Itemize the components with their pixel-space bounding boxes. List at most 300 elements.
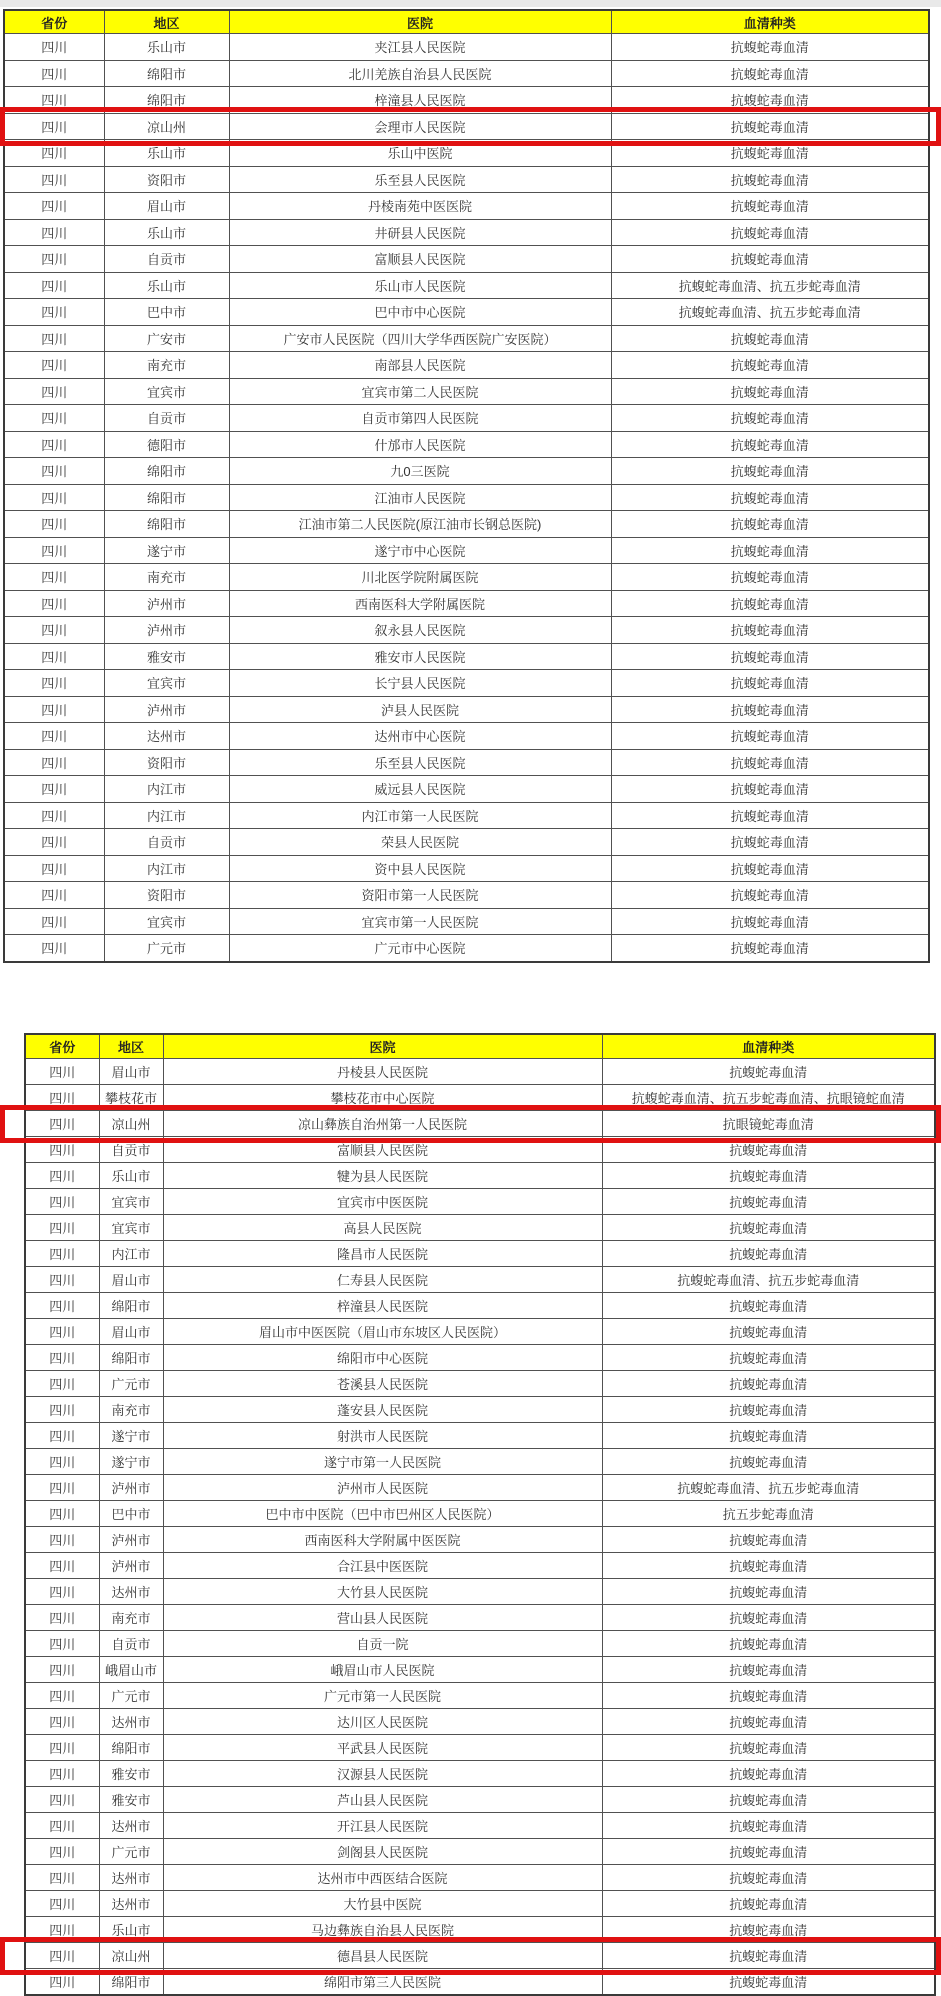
- cell-hospital: 犍为县人民医院: [163, 1163, 602, 1189]
- cell-region: 达州市: [99, 1813, 163, 1839]
- cell-hospital: 什邡市人民医院: [229, 431, 611, 458]
- table-row: [4, 484, 929, 511]
- cell-province: 四川: [25, 1813, 99, 1839]
- cell-region: 乐山市: [104, 140, 229, 167]
- cell-serum-type: 抗蝮蛇毒血清: [611, 458, 929, 485]
- cell-region: 宜宾市: [99, 1189, 163, 1215]
- cell-serum-type: 抗蝮蛇毒血清: [611, 405, 929, 432]
- cell-province: 四川: [4, 405, 104, 432]
- cell-serum-type: 抗蝮蛇毒血清: [602, 1605, 935, 1631]
- header-row: [25, 1034, 935, 1059]
- cell-hospital: 高县人民医院: [163, 1215, 602, 1241]
- table-row: [4, 617, 929, 644]
- cell-region: 资阳市: [104, 882, 229, 909]
- cell-hospital: 会理市人民医院: [229, 113, 611, 140]
- cell-serum-type: 抗蝮蛇毒血清: [602, 1553, 935, 1579]
- table-row: [25, 1969, 935, 1996]
- table-header: [4, 10, 929, 34]
- cell-region: 绵阳市: [99, 1293, 163, 1319]
- cell-province: 四川: [25, 1059, 99, 1085]
- cell-hospital: 开江县人民医院: [163, 1813, 602, 1839]
- table-body: [4, 34, 929, 962]
- cell-region: 眉山市: [99, 1319, 163, 1345]
- cell-province: 四川: [25, 1371, 99, 1397]
- cell-region: 泸州市: [99, 1527, 163, 1553]
- table-row: [4, 537, 929, 564]
- cell-region: 凉山州: [99, 1943, 163, 1969]
- table-row: [4, 60, 929, 87]
- cell-hospital: 夹江县人民医院: [229, 34, 611, 61]
- cell-serum-type: 抗蝮蛇毒血清: [602, 1865, 935, 1891]
- cell-serum-type: 抗蝮蛇毒血清: [611, 431, 929, 458]
- cell-hospital: 遂宁市中心医院: [229, 537, 611, 564]
- table-row: [25, 1267, 935, 1293]
- cell-region: 广元市: [99, 1683, 163, 1709]
- table-row: [25, 1579, 935, 1605]
- cell-hospital: 北川羌族自治县人民医院: [229, 60, 611, 87]
- table-row: [25, 1397, 935, 1423]
- cell-province: 四川: [4, 723, 104, 750]
- table-row: [4, 34, 929, 61]
- cell-region: 德阳市: [104, 431, 229, 458]
- cell-region: 自贡市: [104, 829, 229, 856]
- cell-serum-type: 抗蝮蛇毒血清: [611, 537, 929, 564]
- cell-hospital: 汉源县人民医院: [163, 1761, 602, 1787]
- table-row: [4, 564, 929, 591]
- cell-serum-type: 抗蝮蛇毒血清: [611, 113, 929, 140]
- table-row: [4, 802, 929, 829]
- cell-serum-type: 抗蝮蛇毒血清: [611, 219, 929, 246]
- cell-hospital: 大竹县人民医院: [163, 1579, 602, 1605]
- cell-hospital: 叙永县人民医院: [229, 617, 611, 644]
- cell-province: 四川: [4, 802, 104, 829]
- cell-province: 四川: [25, 1319, 99, 1345]
- cell-hospital: 荣县人民医院: [229, 829, 611, 856]
- cell-serum-type: 抗蝮蛇毒血清: [602, 1527, 935, 1553]
- table-row: [4, 749, 929, 776]
- cell-region: 巴中市: [99, 1501, 163, 1527]
- cell-region: 乐山市: [104, 34, 229, 61]
- table-row: [25, 1917, 935, 1943]
- table-row: [25, 1111, 935, 1137]
- cell-hospital: 隆昌市人民医院: [163, 1241, 602, 1267]
- table-row: [4, 246, 929, 273]
- cell-region: 眉山市: [99, 1267, 163, 1293]
- table-row: [25, 1293, 935, 1319]
- table-row: [4, 113, 929, 140]
- cell-province: 四川: [4, 272, 104, 299]
- cell-region: 绵阳市: [99, 1969, 163, 1996]
- table-row: [25, 1813, 935, 1839]
- cell-hospital: 达州市中心医院: [229, 723, 611, 750]
- table-row: [4, 431, 929, 458]
- cell-province: 四川: [4, 537, 104, 564]
- cell-region: 南充市: [104, 564, 229, 591]
- cell-region: 乐山市: [104, 272, 229, 299]
- cell-hospital: 川北医学院附属医院: [229, 564, 611, 591]
- cell-region: 泸州市: [104, 590, 229, 617]
- table-row: [25, 1449, 935, 1475]
- cell-region: 绵阳市: [104, 87, 229, 114]
- cell-serum-type: 抗蝮蛇毒血清: [602, 1891, 935, 1917]
- cell-hospital: 泸州市人民医院: [163, 1475, 602, 1501]
- cell-serum-type: 抗蝮蛇毒血清: [611, 352, 929, 379]
- cell-region: 广安市: [104, 325, 229, 352]
- cell-serum-type: 抗蝮蛇毒血清、抗五步蛇毒血清: [611, 299, 929, 326]
- cell-serum-type: 抗蝮蛇毒血清: [611, 723, 929, 750]
- cell-hospital: 广元市中心医院: [229, 935, 611, 962]
- table-row: [4, 908, 929, 935]
- cell-serum-type: 抗蝮蛇毒血清: [602, 1345, 935, 1371]
- header-row: [4, 10, 929, 34]
- cell-region: 自贡市: [99, 1631, 163, 1657]
- cell-province: 四川: [4, 511, 104, 538]
- cell-region: 南充市: [99, 1397, 163, 1423]
- cell-hospital: 营山县人民医院: [163, 1605, 602, 1631]
- cell-province: 四川: [25, 1527, 99, 1553]
- cell-region: 攀枝花市: [99, 1085, 163, 1111]
- cell-province: 四川: [25, 1735, 99, 1761]
- column-header-serum-type: 血清种类: [602, 1034, 935, 1059]
- cell-province: 四川: [4, 935, 104, 962]
- cell-serum-type: 抗蝮蛇毒血清: [602, 1579, 935, 1605]
- table-row: [25, 1501, 935, 1527]
- cell-hospital: 资阳市第一人民医院: [229, 882, 611, 909]
- cell-hospital: 芦山县人民医院: [163, 1787, 602, 1813]
- table-row: [4, 458, 929, 485]
- cell-hospital: 广安市人民医院（四川大学华西医院广安医院）: [229, 325, 611, 352]
- cell-province: 四川: [25, 1345, 99, 1371]
- cell-hospital: 丹棱县人民医院: [163, 1059, 602, 1085]
- cell-hospital: 剑阁县人民医院: [163, 1839, 602, 1865]
- cell-serum-type: 抗蝮蛇毒血清: [602, 1397, 935, 1423]
- cell-region: 泸州市: [104, 696, 229, 723]
- cell-serum-type: 抗蝮蛇毒血清、抗五步蛇毒血清: [602, 1267, 935, 1293]
- cell-serum-type: 抗蝮蛇毒血清: [611, 484, 929, 511]
- cell-region: 内江市: [99, 1241, 163, 1267]
- column-header-hospital: 医院: [229, 10, 611, 34]
- cell-hospital: 乐山市人民医院: [229, 272, 611, 299]
- cell-province: 四川: [4, 829, 104, 856]
- cell-province: 四川: [25, 1657, 99, 1683]
- cell-serum-type: 抗蝮蛇毒血清: [611, 908, 929, 935]
- table-row: [25, 1865, 935, 1891]
- cell-region: 内江市: [104, 855, 229, 882]
- cell-region: 自贡市: [104, 405, 229, 432]
- cell-region: 资阳市: [104, 166, 229, 193]
- table-row: [25, 1683, 935, 1709]
- cell-province: 四川: [25, 1943, 99, 1969]
- cell-serum-type: 抗蝮蛇毒血清: [602, 1215, 935, 1241]
- table-row: [4, 272, 929, 299]
- cell-serum-type: 抗蝮蛇毒血清: [611, 511, 929, 538]
- cell-serum-type: 抗蝮蛇毒血清: [602, 1969, 935, 1996]
- table-row: [25, 1943, 935, 1969]
- cell-province: 四川: [25, 1969, 99, 1996]
- table-row: [25, 1345, 935, 1371]
- cell-serum-type: 抗蝮蛇毒血清: [611, 670, 929, 697]
- table-row: [25, 1553, 935, 1579]
- cell-serum-type: 抗蝮蛇毒血清: [602, 1657, 935, 1683]
- cell-hospital: 峨眉山市人民医院: [163, 1657, 602, 1683]
- cell-serum-type: 抗蝮蛇毒血清: [611, 855, 929, 882]
- table-row: [25, 1761, 935, 1787]
- column-header-region: 地区: [99, 1034, 163, 1059]
- cell-region: 泸州市: [104, 617, 229, 644]
- cell-serum-type: 抗蝮蛇毒血清: [611, 564, 929, 591]
- cell-region: 资阳市: [104, 749, 229, 776]
- cell-region: 泸州市: [99, 1553, 163, 1579]
- cell-hospital: 泸县人民医院: [229, 696, 611, 723]
- cell-serum-type: 抗五步蛇毒血清: [602, 1501, 935, 1527]
- cell-serum-type: 抗蝮蛇毒血清: [611, 696, 929, 723]
- table-row: [25, 1085, 935, 1111]
- cell-serum-type: 抗蝮蛇毒血清: [602, 1371, 935, 1397]
- cell-serum-type: 抗蝮蛇毒血清: [611, 643, 929, 670]
- cell-region: 内江市: [104, 802, 229, 829]
- cell-hospital: 自贡市第四人民医院: [229, 405, 611, 432]
- cell-province: 四川: [25, 1709, 99, 1735]
- cell-province: 四川: [25, 1085, 99, 1111]
- cell-hospital: 射洪市人民医院: [163, 1423, 602, 1449]
- table-row: [25, 1891, 935, 1917]
- cell-region: 眉山市: [104, 193, 229, 220]
- table-row: [25, 1189, 935, 1215]
- cell-region: 遂宁市: [99, 1423, 163, 1449]
- cell-serum-type: 抗蝮蛇毒血清: [602, 1709, 935, 1735]
- cell-province: 四川: [4, 882, 104, 909]
- table-row: [4, 935, 929, 962]
- cell-serum-type: 抗蝮蛇毒血清: [611, 140, 929, 167]
- cell-region: 遂宁市: [104, 537, 229, 564]
- cell-serum-type: 抗蝮蛇毒血清: [602, 1189, 935, 1215]
- cell-hospital: 乐至县人民医院: [229, 166, 611, 193]
- column-header-hospital: 医院: [163, 1034, 602, 1059]
- cell-serum-type: 抗蝮蛇毒血清: [602, 1241, 935, 1267]
- cell-region: 雅安市: [99, 1761, 163, 1787]
- cell-hospital: 富顺县人民医院: [163, 1137, 602, 1163]
- cell-province: 四川: [25, 1891, 99, 1917]
- cell-serum-type: 抗蝮蛇毒血清: [602, 1683, 935, 1709]
- cell-hospital: 内江市第一人民医院: [229, 802, 611, 829]
- cell-hospital: 梓潼县人民医院: [163, 1293, 602, 1319]
- cell-hospital: 仁寿县人民医院: [163, 1267, 602, 1293]
- table-row: [4, 643, 929, 670]
- cell-hospital: 乐山中医院: [229, 140, 611, 167]
- cell-hospital: 乐至县人民医院: [229, 749, 611, 776]
- cell-province: 四川: [25, 1605, 99, 1631]
- cell-hospital: 宜宾市第二人民医院: [229, 378, 611, 405]
- cell-hospital: 西南医科大学附属医院: [229, 590, 611, 617]
- cell-province: 四川: [4, 219, 104, 246]
- cell-serum-type: 抗蝮蛇毒血清: [611, 590, 929, 617]
- cell-province: 四川: [4, 140, 104, 167]
- cell-hospital: 西南医科大学附属中医医院: [163, 1527, 602, 1553]
- cell-hospital: 遂宁市第一人民医院: [163, 1449, 602, 1475]
- cell-region: 达州市: [99, 1709, 163, 1735]
- cell-province: 四川: [4, 776, 104, 803]
- cell-region: 绵阳市: [104, 458, 229, 485]
- cell-region: 南充市: [104, 352, 229, 379]
- cell-province: 四川: [4, 696, 104, 723]
- cell-province: 四川: [25, 1423, 99, 1449]
- cell-province: 四川: [4, 590, 104, 617]
- cell-region: 自贡市: [104, 246, 229, 273]
- cell-region: 绵阳市: [104, 484, 229, 511]
- cell-region: 广元市: [99, 1839, 163, 1865]
- cell-serum-type: 抗蝮蛇毒血清: [602, 1761, 935, 1787]
- cell-region: 巴中市: [104, 299, 229, 326]
- cell-province: 四川: [25, 1501, 99, 1527]
- cell-province: 四川: [4, 325, 104, 352]
- table-row: [25, 1059, 935, 1085]
- cell-hospital: 大竹县中医院: [163, 1891, 602, 1917]
- cell-hospital: 江油市人民医院: [229, 484, 611, 511]
- table-body: [25, 1059, 935, 1996]
- table-row: [4, 590, 929, 617]
- cell-hospital: 德昌县人民医院: [163, 1943, 602, 1969]
- cell-province: 四川: [4, 564, 104, 591]
- cell-province: 四川: [25, 1267, 99, 1293]
- table-row: [25, 1605, 935, 1631]
- cell-serum-type: 抗蝮蛇毒血清: [611, 34, 929, 61]
- cell-region: 峨眉山市: [99, 1657, 163, 1683]
- cell-region: 乐山市: [104, 219, 229, 246]
- cell-province: 四川: [25, 1241, 99, 1267]
- cell-serum-type: 抗蝮蛇毒血清: [611, 802, 929, 829]
- cell-hospital: 丹棱南苑中医医院: [229, 193, 611, 220]
- column-header-serum-type: 血清种类: [611, 10, 929, 34]
- cell-serum-type: 抗蝮蛇毒血清: [611, 325, 929, 352]
- cell-hospital: 雅安市人民医院: [229, 643, 611, 670]
- cell-hospital: 蓬安县人民医院: [163, 1397, 602, 1423]
- cell-region: 眉山市: [99, 1059, 163, 1085]
- cell-province: 四川: [25, 1865, 99, 1891]
- table-row: [4, 882, 929, 909]
- cell-serum-type: 抗蝮蛇毒血清: [611, 749, 929, 776]
- table-row: [25, 1163, 935, 1189]
- table-row: [25, 1423, 935, 1449]
- table-row: [4, 325, 929, 352]
- table-row: [25, 1839, 935, 1865]
- column-header-province: 省份: [25, 1034, 99, 1059]
- cell-hospital: 资中县人民医院: [229, 855, 611, 882]
- table-row: [25, 1137, 935, 1163]
- cell-serum-type: 抗蝮蛇毒血清: [611, 776, 929, 803]
- cell-region: 绵阳市: [99, 1735, 163, 1761]
- column-header-region: 地区: [104, 10, 229, 34]
- table-row: [4, 352, 929, 379]
- cell-region: 绵阳市: [99, 1345, 163, 1371]
- table-row: [25, 1241, 935, 1267]
- table-row: [4, 696, 929, 723]
- cell-hospital: 宜宾市中医医院: [163, 1189, 602, 1215]
- cell-region: 达州市: [99, 1891, 163, 1917]
- cell-serum-type: 抗蝮蛇毒血清: [611, 829, 929, 856]
- cell-province: 四川: [4, 378, 104, 405]
- cell-hospital: 平武县人民医院: [163, 1735, 602, 1761]
- cell-serum-type: 抗蝮蛇毒血清: [611, 87, 929, 114]
- table-row: [4, 723, 929, 750]
- hospital-serum-table-top: [3, 9, 930, 963]
- cell-region: 宜宾市: [104, 670, 229, 697]
- table-row: [25, 1475, 935, 1501]
- table-row: [25, 1319, 935, 1345]
- cell-province: 四川: [4, 246, 104, 273]
- cell-province: 四川: [4, 193, 104, 220]
- cell-region: 乐山市: [99, 1163, 163, 1189]
- table-row: [4, 193, 929, 220]
- cell-province: 四川: [25, 1475, 99, 1501]
- cell-serum-type: 抗蝮蛇毒血清: [602, 1631, 935, 1657]
- table-row: [4, 87, 929, 114]
- table-row: [4, 299, 929, 326]
- cell-region: 绵阳市: [104, 511, 229, 538]
- cell-hospital: 梓潼县人民医院: [229, 87, 611, 114]
- cell-province: 四川: [4, 299, 104, 326]
- table-row: [25, 1215, 935, 1241]
- table-row: [4, 378, 929, 405]
- cell-serum-type: 抗蝮蛇毒血清: [611, 882, 929, 909]
- page-top-edge: [0, 0, 941, 7]
- cell-hospital: 九0三医院: [229, 458, 611, 485]
- cell-province: 四川: [25, 1917, 99, 1943]
- table-header: [25, 1034, 935, 1059]
- cell-province: 四川: [25, 1839, 99, 1865]
- cell-serum-type: 抗蝮蛇毒血清: [611, 60, 929, 87]
- table-row: [4, 219, 929, 246]
- cell-province: 四川: [25, 1449, 99, 1475]
- cell-region: 宜宾市: [104, 908, 229, 935]
- cell-hospital: 富顺县人民医院: [229, 246, 611, 273]
- cell-serum-type: 抗蝮蛇毒血清: [602, 1293, 935, 1319]
- table-row: [25, 1371, 935, 1397]
- cell-region: 雅安市: [99, 1787, 163, 1813]
- cell-province: 四川: [25, 1293, 99, 1319]
- cell-province: 四川: [4, 484, 104, 511]
- cell-hospital: 凉山彝族自治州第一人民医院: [163, 1111, 602, 1137]
- cell-province: 四川: [25, 1189, 99, 1215]
- cell-serum-type: 抗蝮蛇毒血清: [602, 1735, 935, 1761]
- table-row: [25, 1709, 935, 1735]
- cell-serum-type: 抗蝮蛇毒血清: [602, 1917, 935, 1943]
- cell-region: 宜宾市: [104, 378, 229, 405]
- cell-region: 达州市: [99, 1579, 163, 1605]
- cell-hospital: 江油市第二人民医院(原江油市长钢总医院): [229, 511, 611, 538]
- cell-serum-type: 抗蝮蛇毒血清: [602, 1787, 935, 1813]
- cell-province: 四川: [4, 670, 104, 697]
- cell-region: 广元市: [99, 1371, 163, 1397]
- cell-hospital: 眉山市中医医院（眉山市东坡区人民医院）: [163, 1319, 602, 1345]
- table-row: [4, 829, 929, 856]
- table-row: [25, 1631, 935, 1657]
- cell-province: 四川: [25, 1215, 99, 1241]
- cell-region: 泸州市: [99, 1475, 163, 1501]
- cell-hospital: 井研县人民医院: [229, 219, 611, 246]
- cell-hospital: 合江县中医医院: [163, 1553, 602, 1579]
- cell-province: 四川: [25, 1579, 99, 1605]
- cell-region: 凉山州: [99, 1111, 163, 1137]
- cell-region: 南充市: [99, 1605, 163, 1631]
- cell-province: 四川: [25, 1553, 99, 1579]
- table-row: [25, 1787, 935, 1813]
- cell-serum-type: 抗蝮蛇毒血清: [602, 1423, 935, 1449]
- cell-region: 绵阳市: [104, 60, 229, 87]
- cell-province: 四川: [25, 1397, 99, 1423]
- cell-serum-type: 抗蝮蛇毒血清: [602, 1163, 935, 1189]
- cell-serum-type: 抗蝮蛇毒血清: [611, 617, 929, 644]
- cell-serum-type: 抗蝮蛇毒血清: [602, 1813, 935, 1839]
